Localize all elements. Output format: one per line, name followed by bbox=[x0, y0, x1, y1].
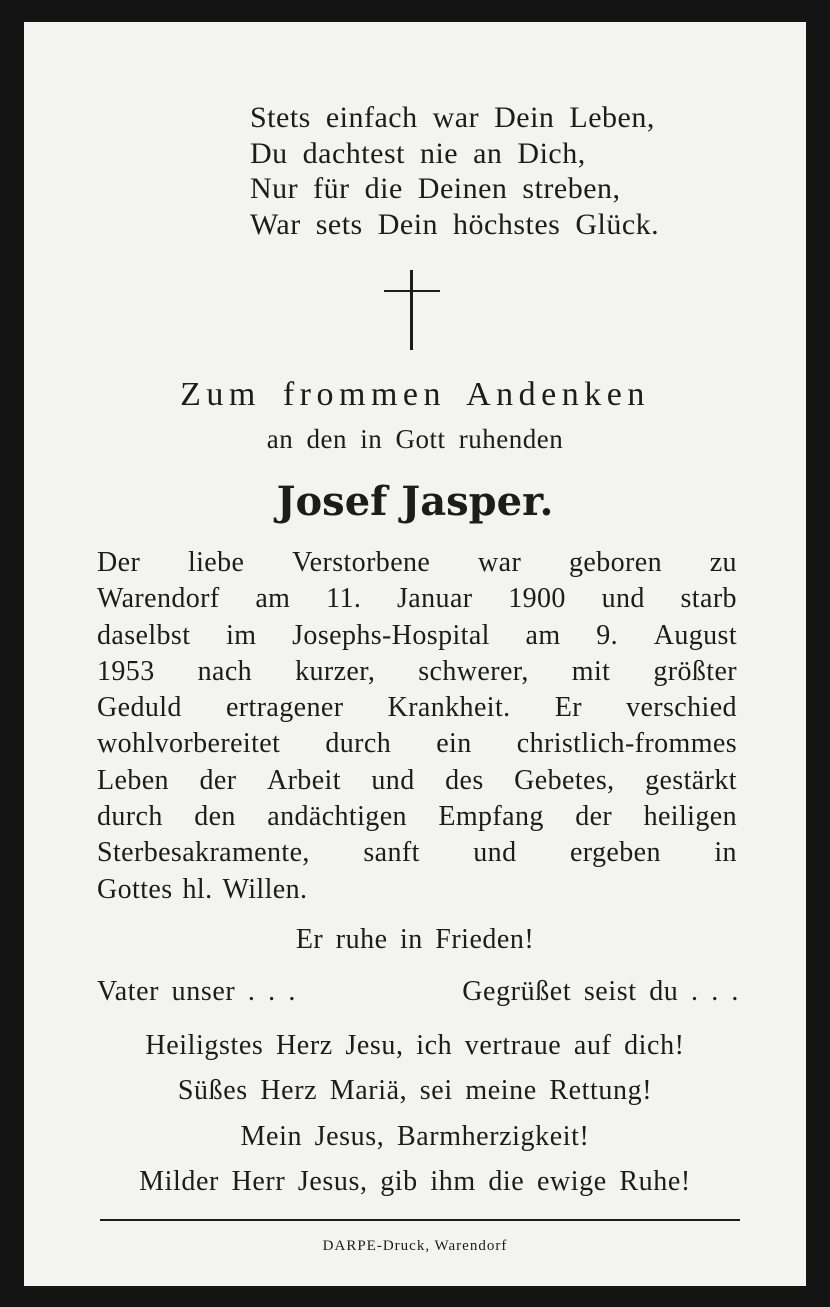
obituary-word: der bbox=[575, 801, 613, 833]
obituary-word: Josephs-Hospital bbox=[292, 619, 490, 651]
obituary-word: sanft bbox=[363, 837, 420, 869]
invocation: Süßes Herz Mariä, sei meine Rettung! bbox=[177, 1075, 653, 1106]
obituary-word: der bbox=[199, 764, 237, 796]
verse-line: Nur für die Deinen streben, bbox=[250, 172, 621, 205]
deceased-name: Josef Jasper. bbox=[276, 478, 554, 525]
invocation: Mein Jesus, Barmherzigkeit! bbox=[240, 1121, 590, 1152]
obituary-word: des bbox=[445, 764, 484, 796]
obituary-word: Sterbesakramente, bbox=[97, 837, 310, 869]
obituary-line bbox=[97, 654, 737, 690]
obituary-word: christlich-frommes bbox=[516, 728, 737, 760]
obituary-word: gestärkt bbox=[645, 764, 737, 796]
obituary-word: am bbox=[255, 583, 291, 615]
prayer-line bbox=[97, 976, 739, 1008]
obituary-word: Gebetes, bbox=[514, 764, 615, 796]
obituary-word: liebe bbox=[187, 547, 245, 578]
obituary-word: Gottes bbox=[97, 873, 173, 905]
invocation: Heiligstes Herz Jesu, ich vertraue auf dich! bbox=[145, 1030, 685, 1061]
obituary-word: größter bbox=[653, 655, 737, 687]
obituary-word: Geduld bbox=[97, 692, 182, 724]
obituary-word: Leben bbox=[97, 764, 169, 796]
obituary-word: Verstorbene bbox=[292, 547, 431, 578]
obituary-word: verschied bbox=[626, 692, 737, 724]
obituary-word: kurzer, bbox=[295, 655, 376, 687]
prayer-right: Gegrüßet seist du . . . bbox=[462, 976, 739, 1007]
obituary-word: schwerer, bbox=[418, 655, 529, 687]
obituary-word: durch bbox=[97, 801, 163, 833]
verse-line: Du dachtest nie an Dich, bbox=[250, 136, 586, 170]
obituary-line bbox=[97, 581, 737, 617]
obituary-word: Willen. bbox=[222, 873, 308, 905]
obituary-word: Arbeit bbox=[266, 764, 341, 796]
obituary-word: Der bbox=[97, 547, 141, 578]
obituary-word: geboren bbox=[568, 547, 662, 578]
obituary-word: andächtigen bbox=[267, 801, 407, 833]
obituary-word: 11. bbox=[326, 583, 362, 615]
obituary-line bbox=[97, 799, 737, 835]
divider bbox=[100, 1219, 740, 1221]
verse-line: Stets einfach war Dein Leben, bbox=[250, 101, 655, 134]
obituary-word: mit bbox=[571, 655, 611, 687]
obituary-line bbox=[97, 690, 737, 726]
printer-imprint: DARPE-Druck, Warendorf bbox=[322, 1238, 508, 1254]
obituary-word: und bbox=[473, 837, 517, 869]
obituary-word: im bbox=[226, 619, 257, 651]
obituary-word: ergeben bbox=[569, 837, 661, 869]
invocation: Milder Herr Jesus, gib ihm die ewige Ruhe! bbox=[139, 1166, 691, 1197]
obituary-word: in bbox=[714, 837, 737, 869]
obituary-word: starb bbox=[680, 583, 737, 615]
obituary-word: durch bbox=[325, 728, 392, 760]
obituary-word: heiligen bbox=[643, 801, 737, 833]
verse bbox=[250, 100, 770, 242]
cross-icon bbox=[384, 270, 440, 350]
obituary-word: hl. bbox=[182, 873, 213, 905]
obituary-word: am bbox=[525, 619, 561, 651]
obituary-word: daselbst bbox=[97, 619, 191, 651]
obituary-line bbox=[97, 763, 737, 799]
rest-line: Er ruhe in Frieden! bbox=[295, 924, 535, 955]
obituary-line bbox=[97, 726, 737, 762]
obituary-word: ertragener bbox=[225, 692, 344, 724]
obituary-word: August bbox=[653, 619, 737, 651]
obituary-word: und bbox=[371, 764, 415, 796]
verse-line: War sets Dein höchstes Glück. bbox=[250, 207, 660, 241]
obituary-word: wohlvorbereitet bbox=[97, 728, 281, 760]
obituary-word: 1900 bbox=[508, 583, 566, 615]
obituary-word: Er bbox=[554, 692, 582, 724]
obituary-line bbox=[97, 618, 737, 654]
obituary-line bbox=[97, 872, 737, 908]
obituary-word: nach bbox=[197, 655, 253, 687]
obituary-word: zu bbox=[709, 547, 737, 578]
obituary-word: Januar bbox=[397, 583, 473, 615]
obituary-word: und bbox=[601, 583, 645, 615]
prayer-left: Vater unser . . . bbox=[97, 976, 296, 1007]
subheading: an den in Gott ruhenden bbox=[266, 424, 564, 454]
obituary-line bbox=[97, 835, 737, 871]
obituary-text bbox=[97, 545, 737, 908]
heading: Zum frommen Andenken bbox=[180, 376, 650, 413]
obituary-word: 1953 bbox=[97, 655, 155, 687]
obituary-word: war bbox=[478, 547, 522, 578]
obituary-word: 9. bbox=[596, 619, 619, 651]
obituary-word: Krankheit. bbox=[387, 692, 511, 724]
obituary-line bbox=[97, 545, 737, 581]
obituary-word: Empfang bbox=[438, 801, 544, 833]
obituary-word: Warendorf bbox=[97, 583, 220, 615]
obituary-word: ein bbox=[436, 728, 472, 760]
obituary-word: den bbox=[194, 801, 236, 833]
